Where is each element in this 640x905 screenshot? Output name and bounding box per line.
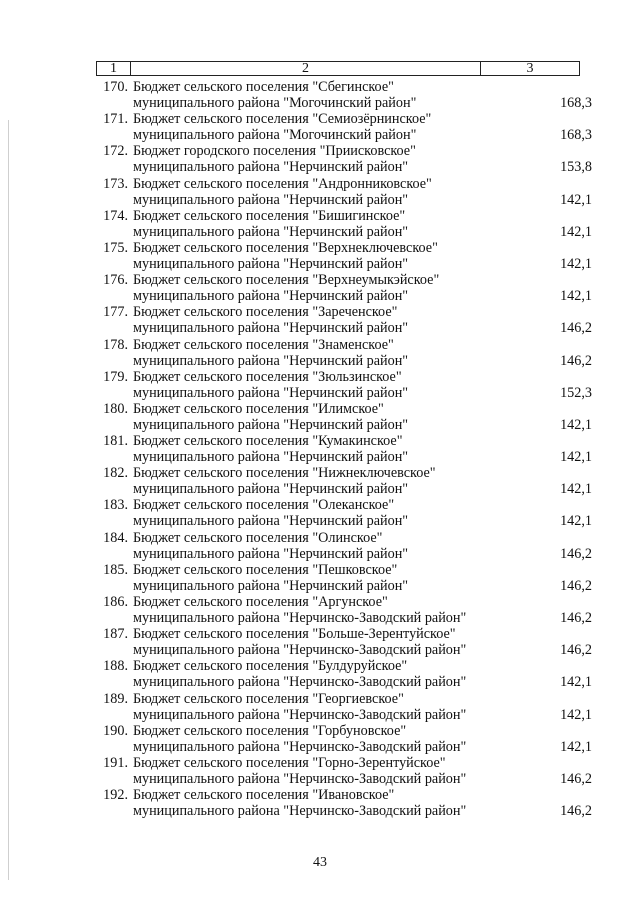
row-budget-name: Бюджет сельского поселения "Андронниковское" [133, 175, 432, 192]
row-district-name: муниципального района "Нерчинский район" [133, 384, 409, 401]
row-amount: 146,2 [560, 577, 592, 594]
row-amount: 153,8 [560, 159, 592, 176]
table-row [94, 208, 600, 240]
row-number: 181. [103, 433, 128, 450]
row-budget-name: Бюджет сельского поселения "Зареченское" [133, 304, 398, 321]
row-budget-name: Бюджет сельского поселения "Георгиевское" [133, 690, 404, 707]
row-district-name: муниципального района "Могочинский район" [133, 127, 417, 144]
table-row [94, 658, 600, 690]
row-budget-name: Бюджет сельского поселения "Олинское" [133, 529, 383, 546]
row-number: 184. [103, 529, 128, 546]
table-row [94, 530, 600, 562]
table-row [94, 143, 600, 175]
row-amount: 146,2 [560, 320, 592, 337]
table-row [94, 626, 600, 658]
row-budget-name: Бюджет сельского поселения "Ивановское" [133, 787, 395, 804]
row-number: 170. [103, 79, 128, 95]
row-number: 177. [103, 304, 128, 321]
row-district-name: муниципального района "Нерчинский район" [133, 416, 409, 433]
table-row [94, 755, 600, 787]
row-budget-name: Бюджет сельского поселения "Зюльзинское" [133, 368, 402, 385]
table-row [94, 497, 600, 529]
row-budget-name: Бюджет сельского поселения "Больше-Зерентуйское" [133, 626, 456, 643]
row-budget-name: Бюджет сельского поселения "Илимское" [133, 400, 384, 417]
row-district-name: муниципального района "Нерчинский район" [133, 352, 409, 369]
row-district-name: муниципального района "Нерчинский район" [133, 577, 409, 594]
table-row [94, 401, 600, 433]
scan-edge-line [8, 120, 9, 880]
row-district-name: муниципального района "Нерчинско-Заводский район" [133, 642, 467, 659]
row-amount: 142,1 [560, 738, 592, 755]
row-budget-name: Бюджет сельского поселения "Верхнеключевское" [133, 239, 438, 256]
header-col-1: 1 [97, 62, 131, 75]
table-row [94, 787, 600, 819]
row-number: 174. [103, 207, 128, 224]
row-amount: 142,1 [560, 481, 592, 498]
row-amount: 152,3 [560, 384, 592, 401]
row-budget-name: Бюджет сельского поселения "Олеканское" [133, 497, 395, 514]
row-budget-name: Бюджет сельского поселения "Бишигинское" [133, 207, 406, 224]
table-row [94, 433, 600, 465]
row-district-name: муниципального района "Нерчинско-Заводский район" [133, 770, 467, 787]
table-row [94, 691, 600, 723]
row-number: 189. [103, 690, 128, 707]
row-amount: 142,1 [560, 288, 592, 305]
row-number: 180. [103, 400, 128, 417]
row-budget-name: Бюджет сельского поселения "Аргунское" [133, 594, 388, 610]
row-budget-name: Бюджет сельского поселения "Булдуруйское" [133, 658, 408, 675]
table-row [94, 723, 600, 755]
row-amount: 168,3 [560, 127, 592, 144]
row-amount: 168,3 [560, 95, 592, 111]
row-amount: 142,1 [560, 706, 592, 723]
row-amount: 142,1 [560, 223, 592, 240]
row-budget-name: Бюджет сельского поселения "Сбегинское" [133, 79, 394, 95]
page-number: 43 [313, 855, 327, 870]
row-number: 186. [103, 594, 128, 610]
table-row [94, 562, 600, 594]
table-header [96, 61, 580, 76]
row-district-name: муниципального района "Нерчинско-Заводский район" [133, 738, 467, 755]
table-row [94, 111, 600, 143]
row-amount: 142,1 [560, 513, 592, 530]
row-amount: 146,2 [560, 610, 592, 626]
row-number: 185. [103, 561, 128, 578]
row-budget-name: Бюджет сельского поселения "Горбуновское" [133, 722, 407, 739]
row-number: 183. [103, 497, 128, 514]
row-number: 175. [103, 239, 128, 256]
table-row [94, 337, 600, 369]
row-budget-name: Бюджет сельского поселения "Кумакинское" [133, 433, 403, 450]
row-budget-name: Бюджет сельского поселения "Пешковское" [133, 561, 398, 578]
row-budget-name: Бюджет сельского поселения "Семиозёрнинское" [133, 111, 432, 128]
row-amount: 146,2 [560, 545, 592, 562]
row-district-name: муниципального района "Нерчинско-Заводский район" [133, 706, 467, 723]
row-district-name: муниципального района "Нерчинский район" [133, 320, 409, 337]
row-district-name: муниципального района "Нерчинско-Заводский район" [133, 674, 467, 691]
row-district-name: муниципального района "Нерчинско-Заводский район" [133, 610, 467, 626]
row-district-name: муниципального района "Нерчинский район" [133, 159, 409, 176]
row-amount: 142,1 [560, 674, 592, 691]
row-district-name: муниципального района "Нерчинско-Заводский район" [133, 803, 467, 820]
row-amount: 146,2 [560, 770, 592, 787]
table-row [94, 176, 600, 208]
header-col-3: 3 [526, 61, 534, 76]
row-number: 172. [103, 143, 128, 160]
table-row [94, 79, 600, 111]
row-amount: 146,2 [560, 642, 592, 659]
row-number: 187. [103, 626, 128, 643]
row-budget-name: Бюджет сельского поселения "Горно-Зерентуйское" [133, 754, 446, 771]
row-district-name: муниципального района "Нерчинский район" [133, 545, 409, 562]
row-district-name: муниципального района "Могочинский район" [133, 95, 417, 111]
row-number: 191. [103, 754, 128, 771]
row-number: 182. [103, 465, 128, 482]
table-row [94, 272, 600, 304]
table-body [94, 79, 600, 819]
table-row [94, 369, 600, 401]
row-budget-name: Бюджет городского поселения "Приисковское" [133, 143, 416, 160]
row-number: 178. [103, 336, 128, 353]
row-district-name: муниципального района "Нерчинский район" [133, 191, 409, 208]
row-number: 188. [103, 658, 128, 675]
table-row [94, 465, 600, 497]
row-number: 192. [103, 787, 128, 804]
header-col-2: 2 [131, 62, 481, 75]
row-budget-name: Бюджет сельского поселения "Знаменское" [133, 336, 394, 353]
table-row [94, 304, 600, 336]
row-amount: 142,1 [560, 191, 592, 208]
row-district-name: муниципального района "Нерчинский район" [133, 223, 409, 240]
row-amount: 146,2 [560, 803, 592, 820]
row-amount: 146,2 [560, 352, 592, 369]
row-number: 176. [103, 272, 128, 289]
row-number: 173. [103, 175, 128, 192]
row-amount: 142,1 [560, 255, 592, 272]
row-amount: 142,1 [560, 449, 592, 466]
table-row [94, 594, 600, 626]
row-number: 190. [103, 722, 128, 739]
row-district-name: муниципального района "Нерчинский район" [133, 481, 409, 498]
row-budget-name: Бюджет сельского поселения "Нижнеключевское" [133, 465, 436, 482]
row-number: 171. [103, 111, 128, 128]
row-district-name: муниципального района "Нерчинский район" [133, 513, 409, 530]
row-number: 179. [103, 368, 128, 385]
row-district-name: муниципального района "Нерчинский район" [133, 288, 409, 305]
row-amount: 142,1 [560, 416, 592, 433]
table-row [94, 240, 600, 272]
row-budget-name: Бюджет сельского поселения "Верхнеумыкэйское" [133, 272, 440, 289]
row-district-name: муниципального района "Нерчинский район" [133, 255, 409, 272]
row-district-name: муниципального района "Нерчинский район" [133, 449, 409, 466]
